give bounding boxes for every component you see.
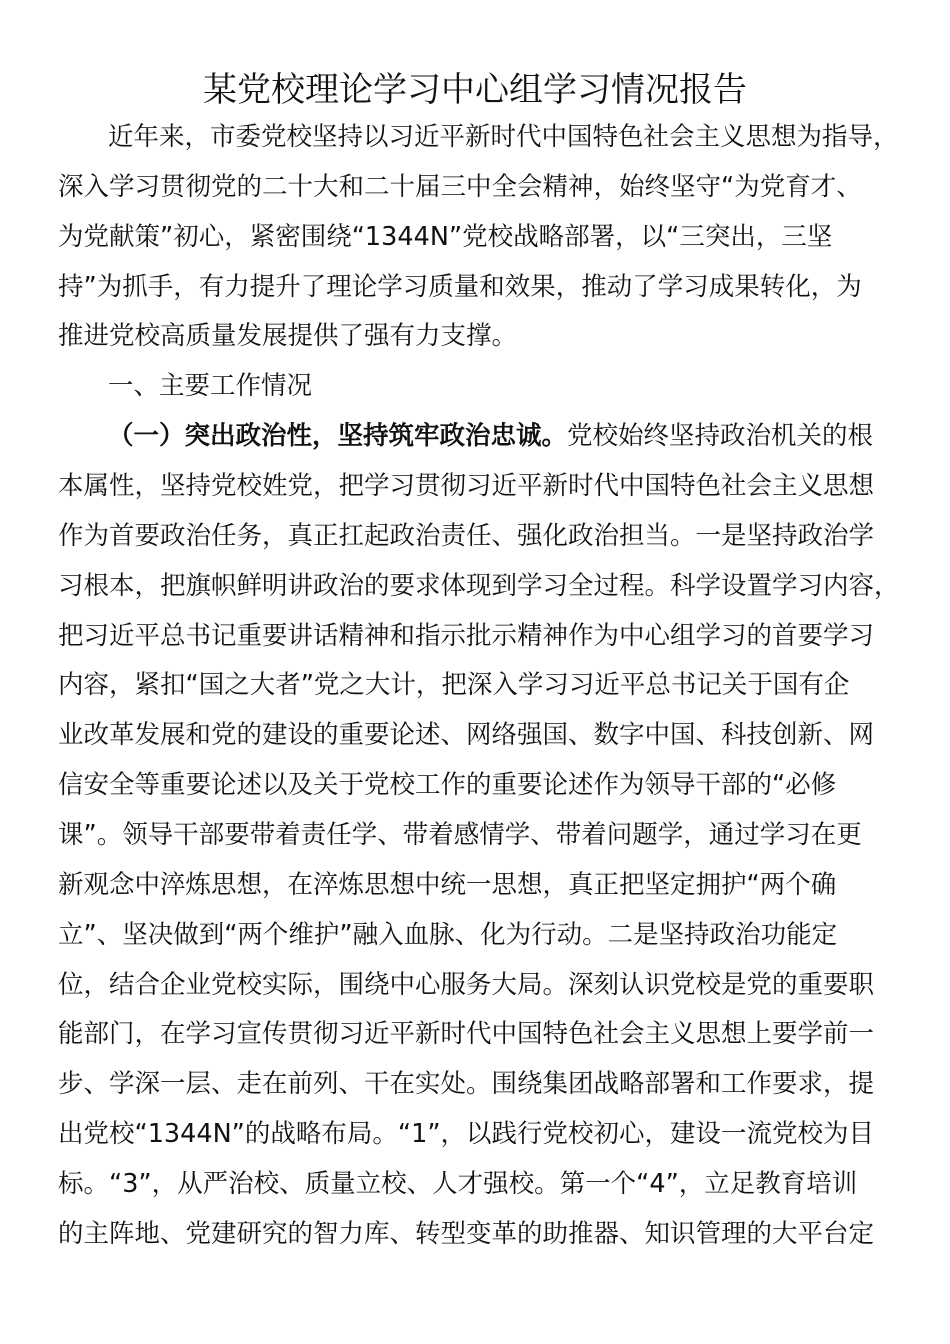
body-line: 作为首要政治任务，真正扛起政治责任、强化政治担当。一是坚持政治学 [58, 520, 875, 551]
body-line: 的主阵地、党建研究的智力库、转型变革的助推器、知识管理的大平台定 [58, 1218, 875, 1249]
intro-line: 为党献策”初心，紧密围绕“1344N”党校战略部署，以“三突出，三坚 [58, 221, 833, 252]
section-heading: 一、主要工作情况 [108, 371, 313, 402]
subsection-first-line [58, 412, 928, 462]
body-line: 位，结合企业党校实际，围绕中心服务大局。深刻认识党校是党的重要职 [58, 969, 875, 1000]
body-line: 习根本，把旗帜鲜明讲政治的要求体现到学习全过程。科学设置学习内容， [58, 570, 900, 601]
document-title: 某党校理论学习中心组学习情况报告 [203, 70, 747, 110]
body-line: 步、学深一层、走在前列、干在实处。围绕集团战略部署和工作要求，提 [58, 1069, 875, 1100]
body-line: 标。“3”，从严治校、质量立校、人才强校。第一个“4”，立足教育培训 [58, 1169, 858, 1200]
intro-line: 近年来，市委党校坚持以习近平新时代中国特色社会主义思想为指导， [108, 122, 899, 152]
body-line: 党校始终坚持政治机关的根 [567, 421, 874, 452]
body-line: 能部门，在学习宣传贯彻习近平新时代中国特色社会主义思想上要学前一 [58, 1019, 875, 1050]
body-line: 出党校“1344N”的战略布局。“1”，以践行党校初心，建设一流党校为目 [58, 1119, 875, 1150]
intro-paragraph [58, 113, 928, 362]
document-body [58, 113, 928, 1260]
body-line: 信安全等重要论述以及关于党校工作的重要论述作为领导干部的“必修 [58, 770, 837, 801]
body-line: 业改革发展和党的建设的重要论述、网络强国、数字中国、科技创新、网 [58, 720, 875, 751]
body-line: 立”、坚决做到“两个维护”融入血脉、化为行动。二是坚持政治功能定 [58, 919, 838, 950]
body-line: 内容，紧扣“国之大者”党之大计，把深入学习习近平总书记关于国有企 [58, 670, 850, 701]
body-line: 新观念中淬炼思想，在淬炼思想中统一思想，真正把坚定拥护“两个确 [58, 869, 837, 900]
body-line: 把习近平总书记重要讲话精神和指示批示精神作为中心组学习的首要学习 [58, 620, 875, 651]
body-line: 课”。领导干部要带着责任学、带着感情学、带着问题学，通过学习在更 [58, 820, 862, 851]
intro-line: 推进党校高质量发展提供了强有力支撑。 [58, 321, 518, 352]
intro-line: 持”为抓手，有力提升了理论学习质量和效果，推动了学习成果转化，为 [58, 271, 862, 302]
subsection-bold-lead: （一）突出政治性，坚持筑牢政治忠诚。 [108, 421, 568, 452]
intro-line: 深入学习贯彻党的二十大和二十届三中全会精神，始终坚守“为党育才、 [58, 171, 862, 202]
body-line: 本属性，坚持党校姓党，把学习贯彻习近平新时代中国特色社会主义思想 [58, 471, 875, 502]
subsection-paragraph [58, 412, 928, 1260]
